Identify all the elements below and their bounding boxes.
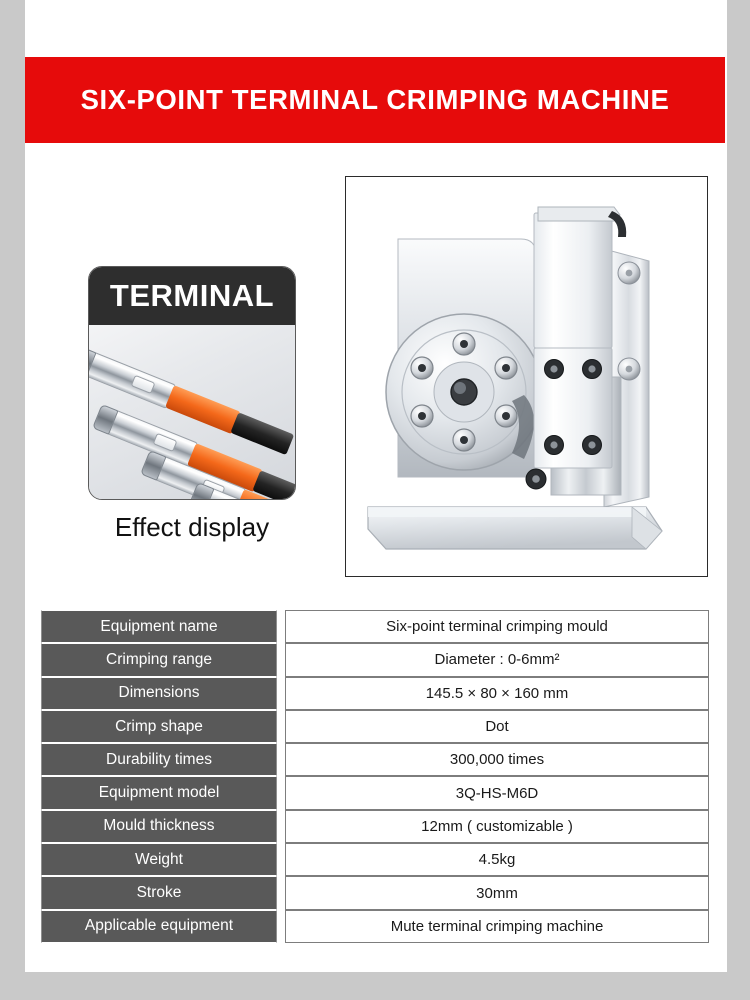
die-bolt-icon (411, 357, 433, 379)
spec-value: 3Q-HS-M6D (285, 776, 709, 809)
spec-value: Diameter : 0-6mm² (285, 643, 709, 676)
table-row (41, 876, 709, 909)
spec-value: 12mm ( customizable ) (285, 810, 709, 843)
column-gap (277, 810, 285, 843)
spec-value: Dot (285, 710, 709, 743)
die-bolt-icon (495, 357, 517, 379)
spec-value: Six-point terminal crimping mould (285, 610, 709, 643)
spec-label: Crimping range (41, 643, 277, 676)
spec-label: Durability times (41, 743, 277, 776)
table-row (41, 610, 709, 643)
specification-table (41, 610, 709, 943)
spec-value: 30mm (285, 876, 709, 909)
column-bolt-icon (583, 436, 602, 455)
table-row (41, 810, 709, 843)
terminal-effect-photo (88, 266, 296, 500)
column-gap (277, 710, 285, 743)
column-gap (277, 743, 285, 776)
spec-label: Applicable equipment (41, 910, 277, 943)
table-row (41, 776, 709, 809)
spec-label: Equipment model (41, 776, 277, 809)
table-row (41, 677, 709, 710)
machine-photo (345, 176, 708, 577)
spec-label: Weight (41, 843, 277, 876)
die-bore-highlight (454, 382, 466, 394)
top-cap (538, 207, 620, 221)
effect-display-caption: Effect display (114, 512, 270, 542)
base-plate-top-edge (368, 507, 646, 517)
column-gap (277, 910, 285, 943)
column-gap (277, 677, 285, 710)
ram-column-upper (534, 213, 612, 348)
column-gap (277, 610, 285, 643)
table-row (41, 710, 709, 743)
column-bolt-icon (545, 436, 564, 455)
spec-value: 145.5 × 80 × 160 mm (285, 677, 709, 710)
column-bolt-icon (583, 360, 602, 379)
page-title: SIX-POINT TERMINAL CRIMPING MACHINE (80, 84, 670, 115)
column-gap (277, 843, 285, 876)
table-row (41, 743, 709, 776)
rear-bolt-socket (626, 366, 633, 373)
header-banner (25, 57, 725, 143)
die-bolt-icon (495, 405, 517, 427)
column-bolt-icon (545, 360, 564, 379)
spec-value: 300,000 times (285, 743, 709, 776)
terminal-badge (89, 267, 295, 325)
spec-label: Crimp shape (41, 710, 277, 743)
rear-bolt-socket (626, 270, 633, 277)
spec-value: Mute terminal crimping machine (285, 910, 709, 943)
column-gap (277, 643, 285, 676)
table-row (41, 643, 709, 676)
table-row (41, 910, 709, 943)
die-bolt-icon (411, 405, 433, 427)
spec-label: Dimensions (41, 677, 277, 710)
column-gap (277, 876, 285, 909)
spec-label: Stroke (41, 876, 277, 909)
column-gap (277, 776, 285, 809)
die-bolt-icon (453, 333, 475, 355)
table-row (41, 843, 709, 876)
terminal-badge-label: TERMINAL (109, 278, 275, 313)
specification-table-body (41, 610, 709, 943)
spec-label: Equipment name (41, 610, 277, 643)
spec-label: Mould thickness (41, 810, 277, 843)
column-bolt-icon (526, 469, 546, 489)
spec-value: 4.5kg (285, 843, 709, 876)
die-bolt-icon (453, 429, 475, 451)
crimping-machine-illustration (346, 177, 706, 575)
